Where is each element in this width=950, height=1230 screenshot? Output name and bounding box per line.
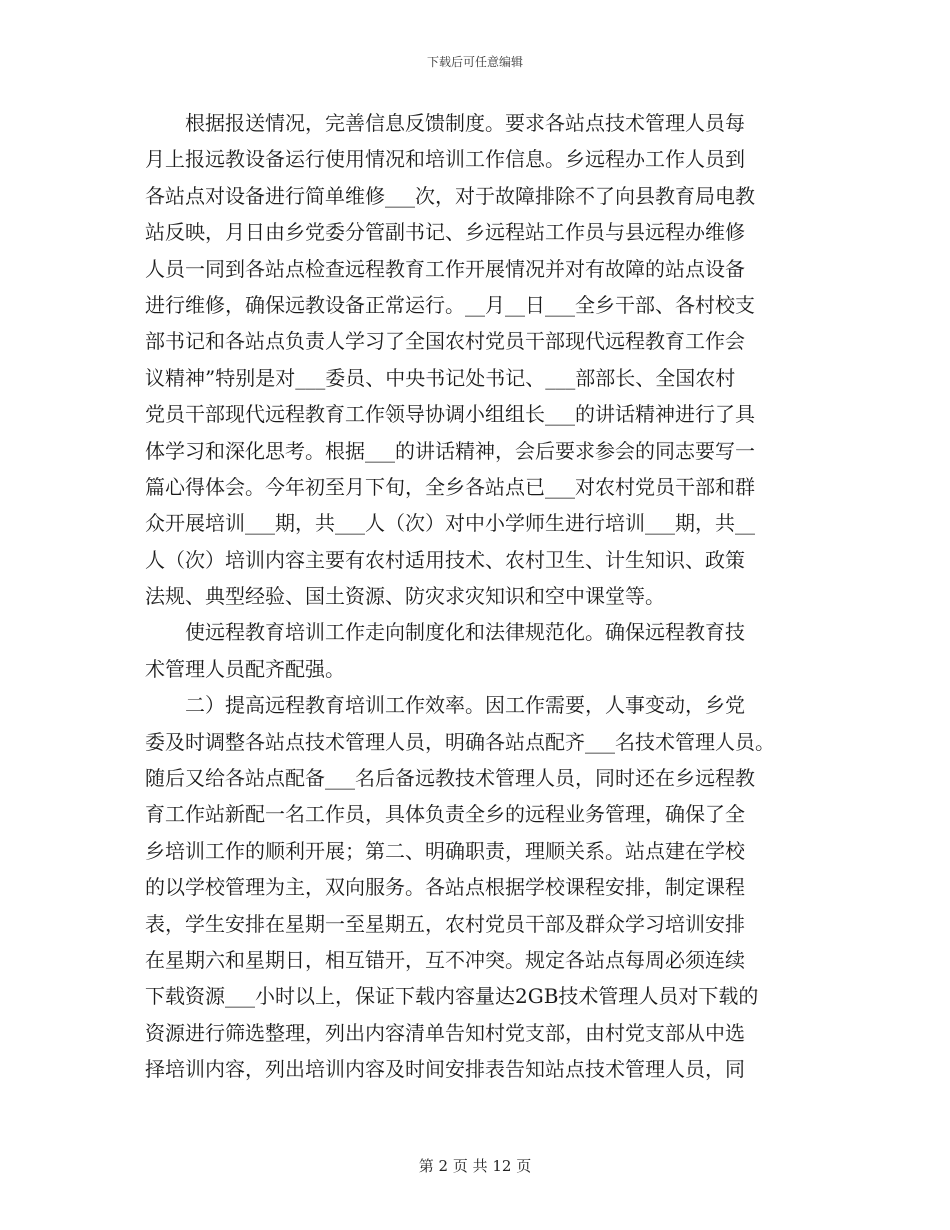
paragraph-line: 体学习和深化思考。根据___的讲话精神，会后要求参会的同志要写一 (145, 438, 755, 463)
paragraph-line: 根据报送情况，完善信息反馈制度。要求各站点技术管理人员每 (185, 111, 745, 135)
page-header: 下载后可任意编辑 (426, 55, 523, 69)
paragraph-line: 委及时调整各站点技术管理人员，明确各站点配齐___名技术管理人员。 (145, 729, 775, 754)
paragraph-line: 在星期六和星期日，相互错开，互不冲突。规定各站点每周必须连续 (145, 947, 745, 972)
paragraph-line: 站反映，月日由乡党委分管副书记、乡远程站工作员与县远程办维修 (145, 220, 745, 245)
paragraph-line: 下载资源___小时以上，保证下载内容量达2GB技术管理人员对下载的 (145, 984, 759, 1009)
paragraph-line: 二）提高远程教育培训工作效率。因工作需要，人事变动，乡党 (185, 693, 745, 718)
paragraph-line: 术管理人员配齐配强。 (145, 656, 345, 681)
paragraph-line: 择培训内容，列出培训内容及时间安排表告知站点技术管理人员，同 (145, 1057, 745, 1082)
paragraph-line: 部书记和各站点负责人学习了全国农村党员干部现代远程教育工作会 (145, 329, 745, 354)
paragraph-line: 议精神”特别是对___委员、中央书记处书记、___部部长、全国农村 (145, 365, 736, 390)
paragraph-line: 的以学校管理为主，双向服务。各站点根据学校课程安排，制定课程 (145, 875, 745, 900)
paragraph-line: 育工作站新配一名工作员，具体负责全乡的远程业务管理，确保了全 (145, 802, 745, 827)
paragraph-line: 乡培训工作的顺利开展；第二、明确职责，理顺关系。站点建在学校 (145, 838, 745, 863)
paragraph-line: 使远程教育培训工作走向制度化和法律规范化。确保远程教育技 (185, 620, 745, 645)
paragraph-line: 篇心得体会。今年初至月下旬，全乡各站点已___对农村党员干部和群 (145, 474, 755, 499)
paragraph-line: 月上报远教设备运行使用情况和培训工作信息。乡远程办工作人员到 (145, 147, 745, 172)
paragraph-line: 党员干部现代远程教育工作领导协调小组组长___的讲话精神进行了具 (145, 402, 755, 427)
document-body (145, 105, 805, 1088)
paragraph-line: 随后又给各站点配备___名后备远教技术管理人员，同时还在乡远程教 (145, 766, 755, 791)
paragraph-line: 人员一同到各站点检查远程教育工作开展情况并对有故障的站点设备 (145, 256, 745, 281)
paragraph-line: 法规、典型经验、国土资源、防灾求灾知识和空中课堂等。 (145, 584, 665, 609)
page-footer: 第 2 页 共 12 页 (418, 1157, 532, 1175)
paragraph-line: 资源进行筛选整理，列出内容清单告知村党支部，由村党支部从中选 (145, 1020, 745, 1045)
paragraph-line: 人（次）培训内容主要有农村适用技术、农村卫生、计生知识、政策 (145, 547, 745, 572)
paragraph-line: 众开展培训___期，共___人（次）对中小学师生进行培训___期，共__ (145, 511, 755, 536)
paragraph-line: 进行维修，确保远教设备正常运行。__月__日___全乡干部、各村校支 (145, 292, 755, 317)
paragraph-line: 表，学生安排在星期一至星期五，农村党员干部及群众学习培训安排 (145, 911, 745, 936)
paragraph-line: 各站点对设备进行简单维修___次，对于故障排除不了向县教育局电教 (145, 183, 755, 208)
